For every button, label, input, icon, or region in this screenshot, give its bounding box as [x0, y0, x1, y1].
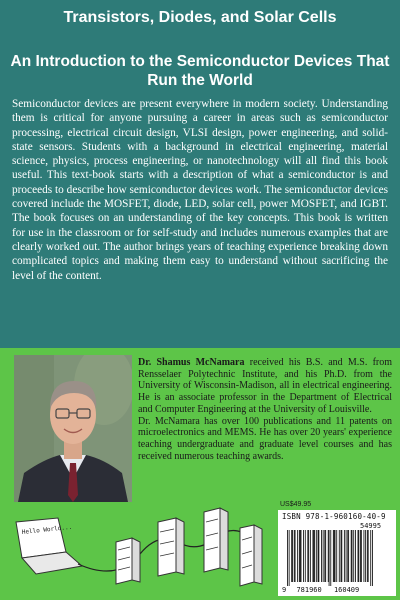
- author-name: Dr. Shamus McNamara: [138, 357, 245, 368]
- author-bio-text-1: received his B.S. and M.S. from Rensselaer Polytechnic Institute, and his Ph.D. from the University of Wisconsin-Madison, all in electrical engineering. He is an associate professor in the Department of Electrical and Computer Engineering at the University of Louisville.: [138, 357, 393, 415]
- price-code: 54995: [360, 522, 382, 530]
- price-label: US$49.95: [280, 501, 312, 508]
- ean-digits: [282, 586, 359, 594]
- ean-left-group: 781960: [296, 586, 322, 594]
- laptop-icon: [16, 518, 82, 574]
- ean-lead-digit: 9: [282, 586, 287, 594]
- author-bio-paragraph-1: [138, 357, 392, 416]
- barcode-bars: [281, 530, 393, 586]
- author-bio: [138, 357, 392, 462]
- book-title: Transistors, Diodes, and Solar Cells: [63, 9, 337, 26]
- author-bio-paragraph-2: Dr. McNamara has over 100 publications and 11 patents on microelectronics and MEMS. He has over 20 years' experience teaching undergraduate and graduate level courses and has received numerous teaching awards.: [138, 415, 392, 462]
- server-rack-icon: [240, 525, 262, 586]
- server-rack-icon: [158, 518, 184, 576]
- isbn-barcode: [278, 510, 396, 596]
- book-subtitle: An Introduction to the Semiconductor Devices That Run the World: [10, 53, 390, 89]
- book-description: Semiconductor devices are present everywhere in modern society. Understanding them is critical for anyone pursuing a career in areas such as semiconductor processing, electrical circuit design, VLSI design, power engineering, and solid-state sensors. Students with a background in electrical engineering, material science, physics, process engineering, or nanotechnology will all find this book useful. This text-book starts with a description of what a semiconductor is and proceeds to describe how semiconductor devices work. The semiconductor devices covered include the MOSFET, diode, LED, solar cell, power MOSFET, and IGBT. The book focuses on an understanding of the key concepts. This book is written for use in the classroom or for self-study and includes numerous examples that are clearly worked out. The author brings years of teaching experience breaking down complicated topics and making them easy to understand without sacrificing the level of the content.: [12, 98, 388, 282]
- laptop-screen-text: Hello World...: [21, 523, 73, 536]
- server-rack-icon: [116, 538, 140, 584]
- author-photo: [14, 355, 132, 502]
- server-rack-icon: [204, 508, 228, 572]
- isbn-text: ISBN 978-1-960160-40-9: [282, 512, 386, 521]
- cover-illustration: [8, 502, 270, 596]
- ean-right-group: 160409: [333, 586, 360, 594]
